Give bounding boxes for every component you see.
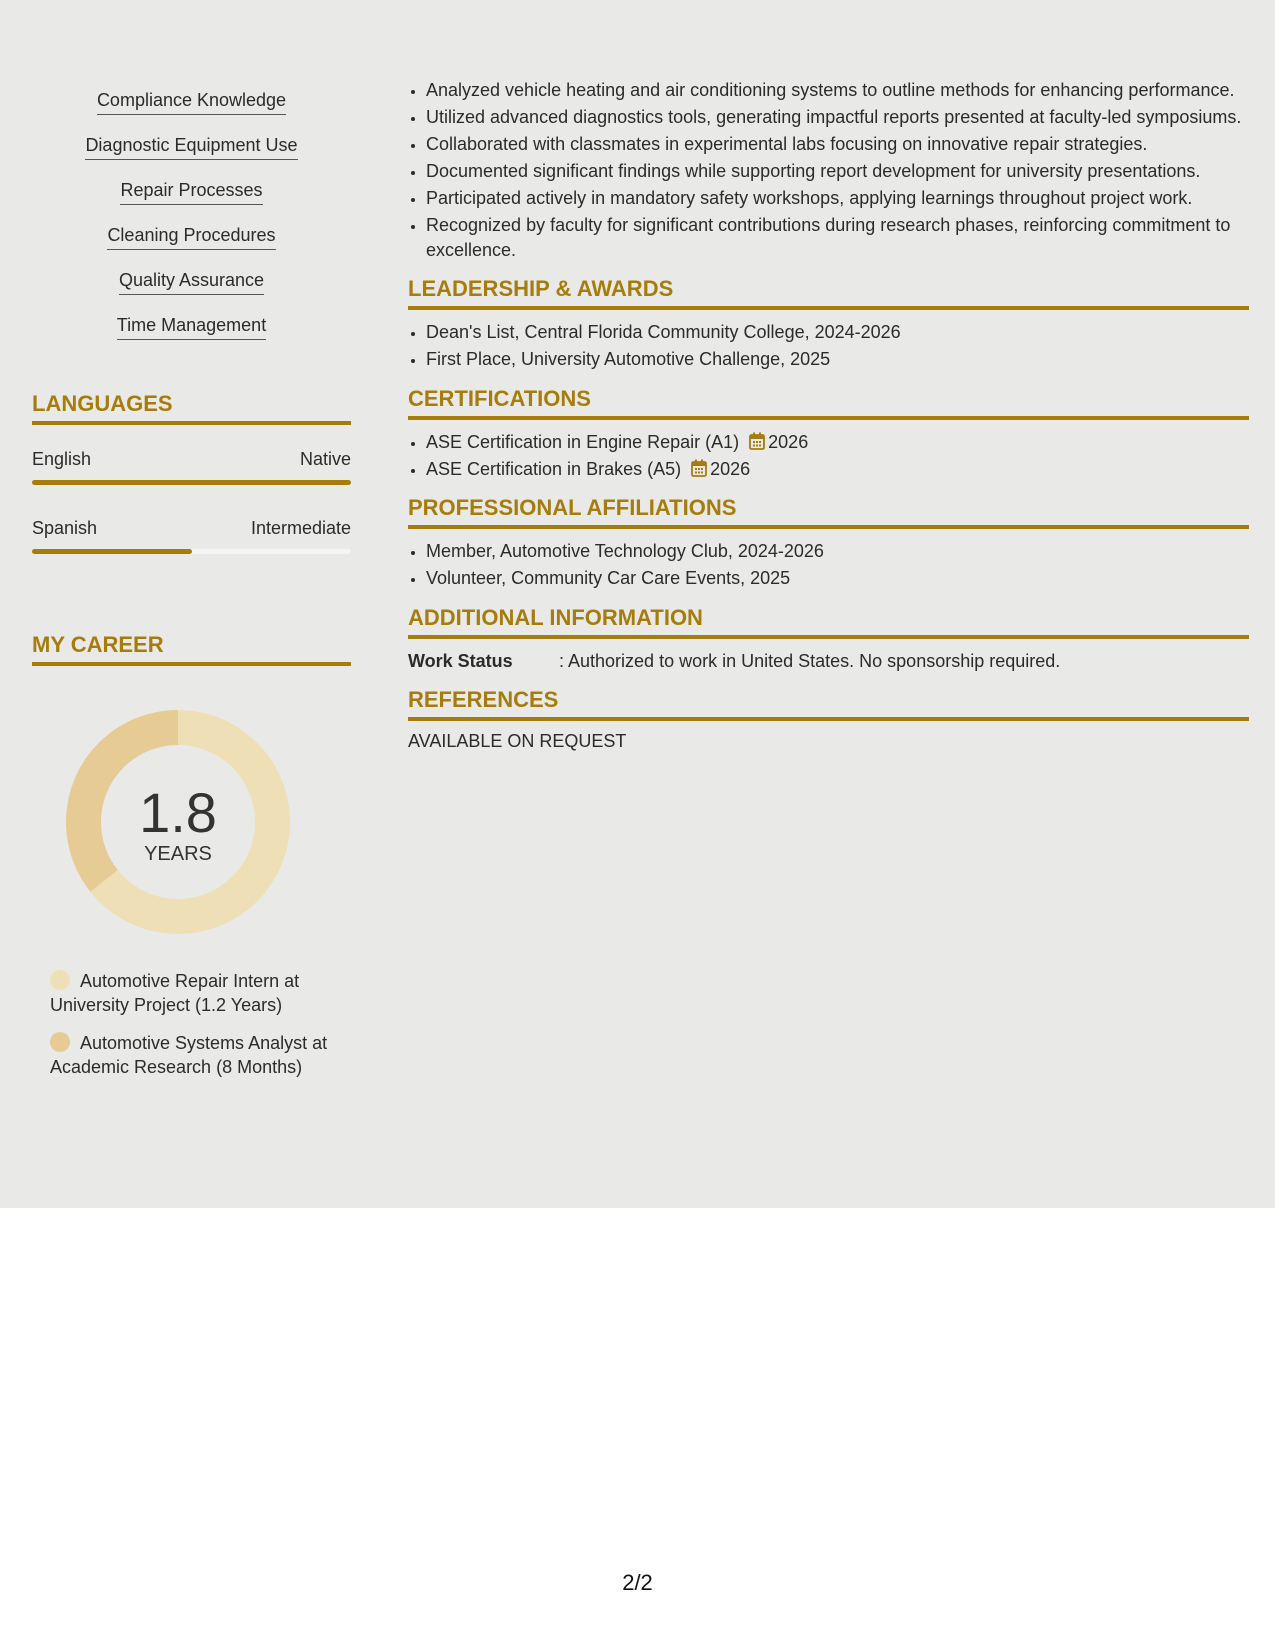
list-item: • Utilized advanced diagnostics tools, generating impactful reports presented at faculty-led symposiums. (426, 105, 1249, 130)
language-level: Intermediate (250, 518, 351, 538)
certification-year: 2026 (768, 431, 809, 452)
legend-item: Automotive Repair Intern at University Project (1.2 Years) (50, 971, 300, 1015)
language-proficiency-bar (32, 549, 351, 554)
skills-list (32, 86, 351, 356)
language-name: Spanish (32, 518, 98, 538)
list-item: • Collaborated with classmates in experimental labs focusing on innovative repair strategies. (426, 132, 1249, 157)
calendar-icon (691, 459, 707, 477)
career-heading: MY CAREER (32, 632, 351, 666)
list-item: • Documented significant findings while supporting report development for university presentations. (426, 159, 1249, 184)
language-proficiency-fill (32, 549, 192, 554)
references-text: AVAILABLE ON REQUEST (408, 730, 627, 751)
skill-item: Time Management (32, 311, 351, 356)
certifications-section (408, 386, 1249, 482)
list-item: • Recognized by faculty for significant contributions during research phases, reinforcing commitment to excellence. (426, 213, 1249, 262)
certification-year: 2026 (710, 458, 751, 479)
legend-dot (50, 970, 70, 990)
leadership-heading: LEADERSHIP & AWARDS (408, 276, 1249, 310)
certifications-heading: CERTIFICATIONS (408, 386, 1249, 420)
legend-dot (50, 1032, 70, 1052)
list-item: • Member, Automotive Technology Club, 2024-2026 (426, 539, 1249, 564)
donut-center (66, 710, 290, 934)
leadership-section (408, 276, 1249, 372)
skill-item: Repair Processes (32, 176, 351, 221)
language-proficiency-fill (32, 480, 351, 485)
list-item: • Participated actively in mandatory safety workshops, applying learnings throughout project work. (426, 186, 1249, 211)
legend-item: Automotive Systems Analyst at Academic Research (8 Months) (50, 1033, 328, 1077)
skill-item: Diagnostic Equipment Use (32, 131, 351, 176)
work-status-row (408, 649, 1249, 673)
language-level: Native (299, 449, 351, 469)
affiliations-heading: PROFESSIONAL AFFILIATIONS (408, 495, 1249, 529)
list-item: • ASE Certification in Engine Repair (A1) 2026 (426, 430, 1249, 455)
skill-item: Quality Assurance (32, 266, 351, 311)
list-item: • Analyzed vehicle heating and air conditioning systems to outline methods for enhancing performance. (426, 78, 1249, 103)
references-section (408, 687, 1249, 752)
work-status-label: Work Status (408, 650, 513, 671)
calendar-icon (749, 432, 765, 450)
list-item: • First Place, University Automotive Challenge, 2025 (426, 347, 1249, 372)
list-item: • ASE Certification in Brakes (A5) 2026 (426, 457, 1249, 482)
affiliations-section (408, 495, 1249, 591)
list-item: • Dean's List, Central Florida Community College, 2024-2026 (426, 320, 1249, 345)
references-heading: REFERENCES (408, 687, 1249, 721)
list-item: • Volunteer, Community Car Care Events, 2025 (426, 566, 1249, 591)
additional-info-heading: ADDITIONAL INFORMATION (408, 605, 1249, 639)
career-donut-chart (66, 710, 290, 934)
experience-bullets (408, 78, 1249, 262)
language-name: English (32, 449, 92, 469)
career-total-unit: YEARS (144, 843, 212, 865)
language-proficiency-bar (32, 480, 351, 485)
work-status-value: : Authorized to work in United States. No sponsorship required. (559, 650, 1061, 671)
career-legend (50, 969, 340, 1093)
languages-heading: LANGUAGES (32, 391, 351, 425)
right-column (408, 78, 1249, 752)
career-total-years: 1.8 (139, 781, 217, 844)
skill-item: Compliance Knowledge (32, 86, 351, 131)
additional-info-section (408, 605, 1249, 673)
page-number: 2/2 (622, 1570, 653, 1595)
skill-item: Cleaning Procedures (32, 221, 351, 266)
